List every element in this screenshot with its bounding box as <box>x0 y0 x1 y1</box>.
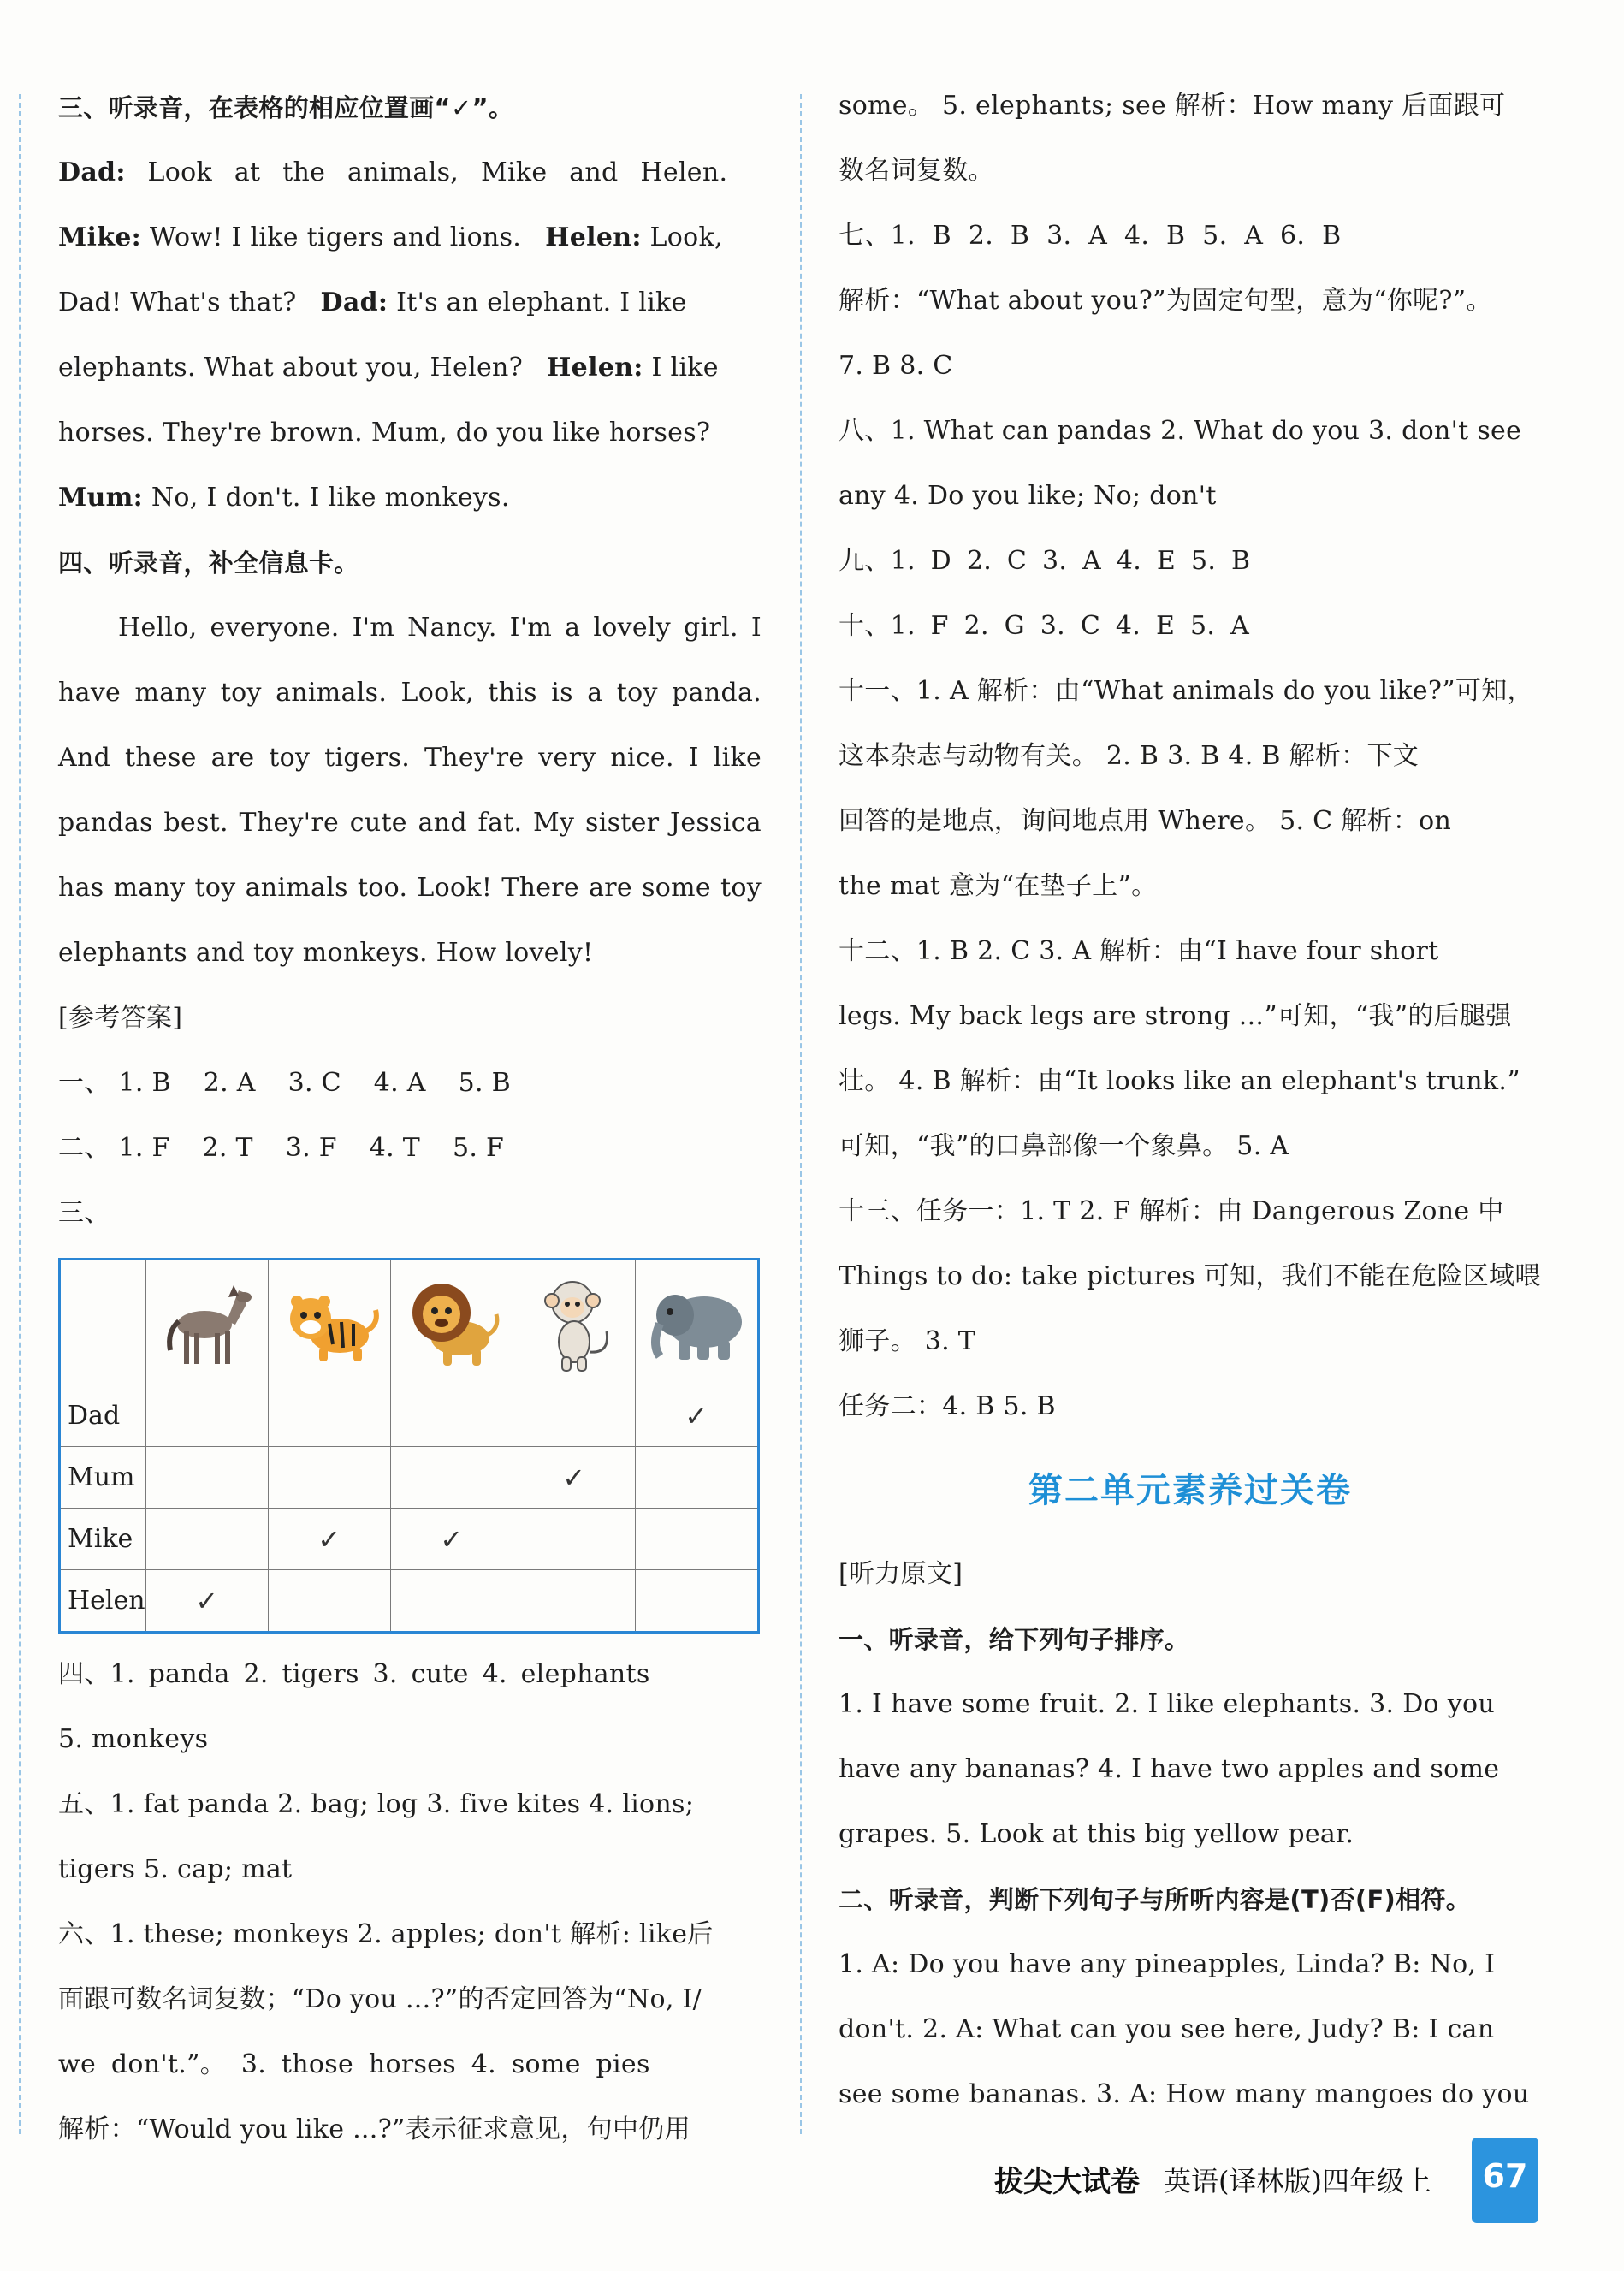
check-cell <box>635 1447 758 1509</box>
column-divider <box>800 94 802 2134</box>
right-line-18: 十三、任务一：1. T 2. F 解析：由 Dangerous Zone 中 <box>839 1196 1504 1226</box>
table-header-row <box>60 1260 759 1385</box>
right-line-1: some。 5. elephants; see 解析：How many 后面跟可 <box>839 91 1506 121</box>
right-line-16: 壮。 4. B 解析：由“It looks like an elephant's trunk.” <box>839 1066 1520 1096</box>
check-cell: ✓ <box>145 1570 268 1633</box>
dialogue-line-2: Mike: Wow! I like tigers and lions. Helen: Look, <box>58 222 723 252</box>
monkey-icon <box>513 1260 635 1385</box>
horse-icon <box>145 1260 268 1385</box>
check-cell <box>268 1385 390 1447</box>
q1-line-1: 1. I have some fruit. 2. I like elephants. 3. Do you <box>839 1689 1495 1719</box>
check-cell: ✓ <box>635 1385 758 1447</box>
left-margin-rule <box>19 94 21 2134</box>
table-row <box>60 1509 759 1570</box>
page-number: 67 <box>1472 2138 1538 2223</box>
check-cell <box>635 1570 758 1633</box>
check-cell <box>145 1447 268 1509</box>
right-line-11: 这本杂志与动物有关。 2. B 3. B 4. B 解析：下文 <box>839 741 1420 771</box>
answer-row-4a: 四、1. panda 2. tigers 3. cute 4. elephants <box>58 1659 650 1689</box>
check-cell <box>268 1447 390 1509</box>
listening-script-heading: [听力原文] <box>839 1559 963 1589</box>
answer-row-6b: 面跟可数名词复数；“Do you ...?”的否定回答为“No, I/ <box>58 1984 702 2014</box>
dialogue-line-4: elephants. What about you, Helen? Helen: I like <box>58 353 719 382</box>
check-cell: ✓ <box>268 1509 390 1570</box>
right-line-9: 十、1. F 2. G 3. C 4. E 5. A <box>839 611 1250 641</box>
question-2-heading: 二、听录音，判断下列句子与所听内容是(T)否(F)相符。 <box>839 1885 1472 1914</box>
right-line-3: 七、1. B 2. B 3. A 4. B 5. A 6. B <box>839 221 1342 251</box>
row-label: Mike <box>60 1509 146 1570</box>
answer-row-1: 一、 1. B 2. A 3. C 4. A 5. B <box>58 1068 512 1098</box>
lion-icon <box>390 1260 513 1385</box>
q2-line-1: 1. A: Do you have any pineapples, Linda? B: No, I <box>839 1949 1496 1979</box>
answer-row-5a: 五、1. fat panda 2. bag; log 3. five kites 4. lions; <box>58 1789 695 1819</box>
right-line-5: 7. B 8. C <box>839 351 953 381</box>
dialogue-line-5: horses. They're brown. Mum, do you like horses? <box>58 418 711 448</box>
q1-line-3: grapes. 5. Look at this big yellow pear. <box>839 1819 1354 1849</box>
listening-passage: Hello, everyone. I'm Nancy. I'm a lovely girl. I have many toy animals. Look, this is a toy panda. And these are toy tigers. They're very nice. I like pandas best. They're cute and fat. My sister Jessica has many toy animals too. Look! There are some toy elephants and toy monkeys. How lovely! <box>58 613 762 968</box>
check-cell <box>513 1509 635 1570</box>
right-line-8: 九、1. D 2. C 3. A 4. E 5. B <box>839 546 1251 576</box>
section-4-heading: 四、听录音，补全信息卡。 <box>58 548 359 578</box>
section-3-heading: 三、听录音，在表格的相应位置画“✓”。 <box>58 93 514 122</box>
row-label: Helen <box>60 1570 146 1633</box>
check-cell <box>390 1385 513 1447</box>
right-line-10: 十一、1. A 解析：由“What animals do you like?”可知， <box>839 676 1533 706</box>
check-cell <box>268 1570 390 1633</box>
unit-title: 第二单元素养过关卷 <box>1028 1471 1352 1510</box>
corner-cell <box>60 1260 146 1385</box>
q2-line-3: see some bananas. 3. A: How many mangoes do you <box>839 2079 1530 2109</box>
check-cell <box>390 1447 513 1509</box>
table-row <box>60 1385 759 1447</box>
table-row <box>60 1447 759 1509</box>
right-line-6: 八、1. What can pandas 2. What do you 3. don't see <box>839 416 1522 446</box>
question-1-heading: 一、听录音，给下列句子排序。 <box>839 1625 1190 1654</box>
right-line-4: 解析：“What about you?”为固定句型，意为“你呢?”。 <box>839 286 1492 316</box>
right-column <box>839 74 1542 2127</box>
check-cell <box>145 1385 268 1447</box>
answer-key-heading: [参考答案] <box>58 1003 183 1033</box>
right-line-15: legs. My back legs are strong ...”可知，“我”的后腿强 <box>839 1001 1512 1031</box>
answer-row-6d: 解析：“Would you like ...?”表示征求意见，句中仍用 <box>58 2114 690 2144</box>
answer-row-5b: tigers 5. cap; mat <box>58 1854 293 1884</box>
check-cell: ✓ <box>390 1509 513 1570</box>
footer-subject: 英语(译林版)四年级上 <box>1164 2165 1431 2197</box>
answer-row-6a: 六、1. these; monkeys 2. apples; don't 解析: like后 <box>58 1919 714 1949</box>
answer-row-3-label: 三、 <box>58 1198 110 1228</box>
table-row <box>60 1570 759 1633</box>
answer-row-6c: we don't.”。 3. those horses 4. some pies <box>58 2049 650 2079</box>
footer-brand: 拔尖大试卷 <box>994 2165 1140 2199</box>
animal-check-table <box>58 1258 760 1634</box>
right-line-19: Things to do: take pictures 可知，我们不能在危险区域喂 <box>839 1261 1541 1291</box>
right-line-2: 数名词复数。 <box>839 156 994 186</box>
answer-row-4b: 5. monkeys <box>58 1724 209 1754</box>
right-line-21: 任务二：4. B 5. B <box>839 1391 1056 1421</box>
check-cell: ✓ <box>513 1447 635 1509</box>
right-line-7: any 4. Do you like; No; don't <box>839 481 1217 511</box>
dialogue-line-1: Dad: Look at the animals, Mike and Helen. <box>58 157 728 187</box>
check-cell <box>390 1570 513 1633</box>
row-label: Mum <box>60 1447 146 1509</box>
check-cell <box>145 1509 268 1570</box>
q1-line-2: have any bananas? 4. I have two apples and some <box>839 1754 1500 1784</box>
right-line-13: the mat 意为“在垫子上”。 <box>839 871 1158 901</box>
dialogue-line-6: Mum: No, I don't. I like monkeys. <box>58 483 510 513</box>
right-line-14: 十二、1. B 2. C 3. A 解析：由“I have four short <box>839 936 1439 966</box>
dialogue-line-3: Dad! What's that? Dad: It's an elephant. I like <box>58 288 687 317</box>
q2-line-2: don't. 2. A: What can you see here, Judy? B: I can <box>839 2014 1495 2044</box>
right-line-17: 可知，“我”的口鼻部像一个象鼻。 5. A <box>839 1131 1289 1161</box>
left-column <box>58 75 762 2162</box>
right-line-12: 回答的是地点，询问地点用 Where。 5. C 解析：on <box>839 806 1452 836</box>
check-cell <box>513 1385 635 1447</box>
check-cell <box>513 1570 635 1633</box>
answer-row-2: 二、 1. F 2. T 3. F 4. T 5. F <box>58 1133 505 1163</box>
check-cell <box>635 1509 758 1570</box>
elephant-icon <box>635 1260 758 1385</box>
row-label: Dad <box>60 1385 146 1447</box>
tiger-icon <box>268 1260 390 1385</box>
right-line-20: 狮子。 3. T <box>839 1326 976 1356</box>
